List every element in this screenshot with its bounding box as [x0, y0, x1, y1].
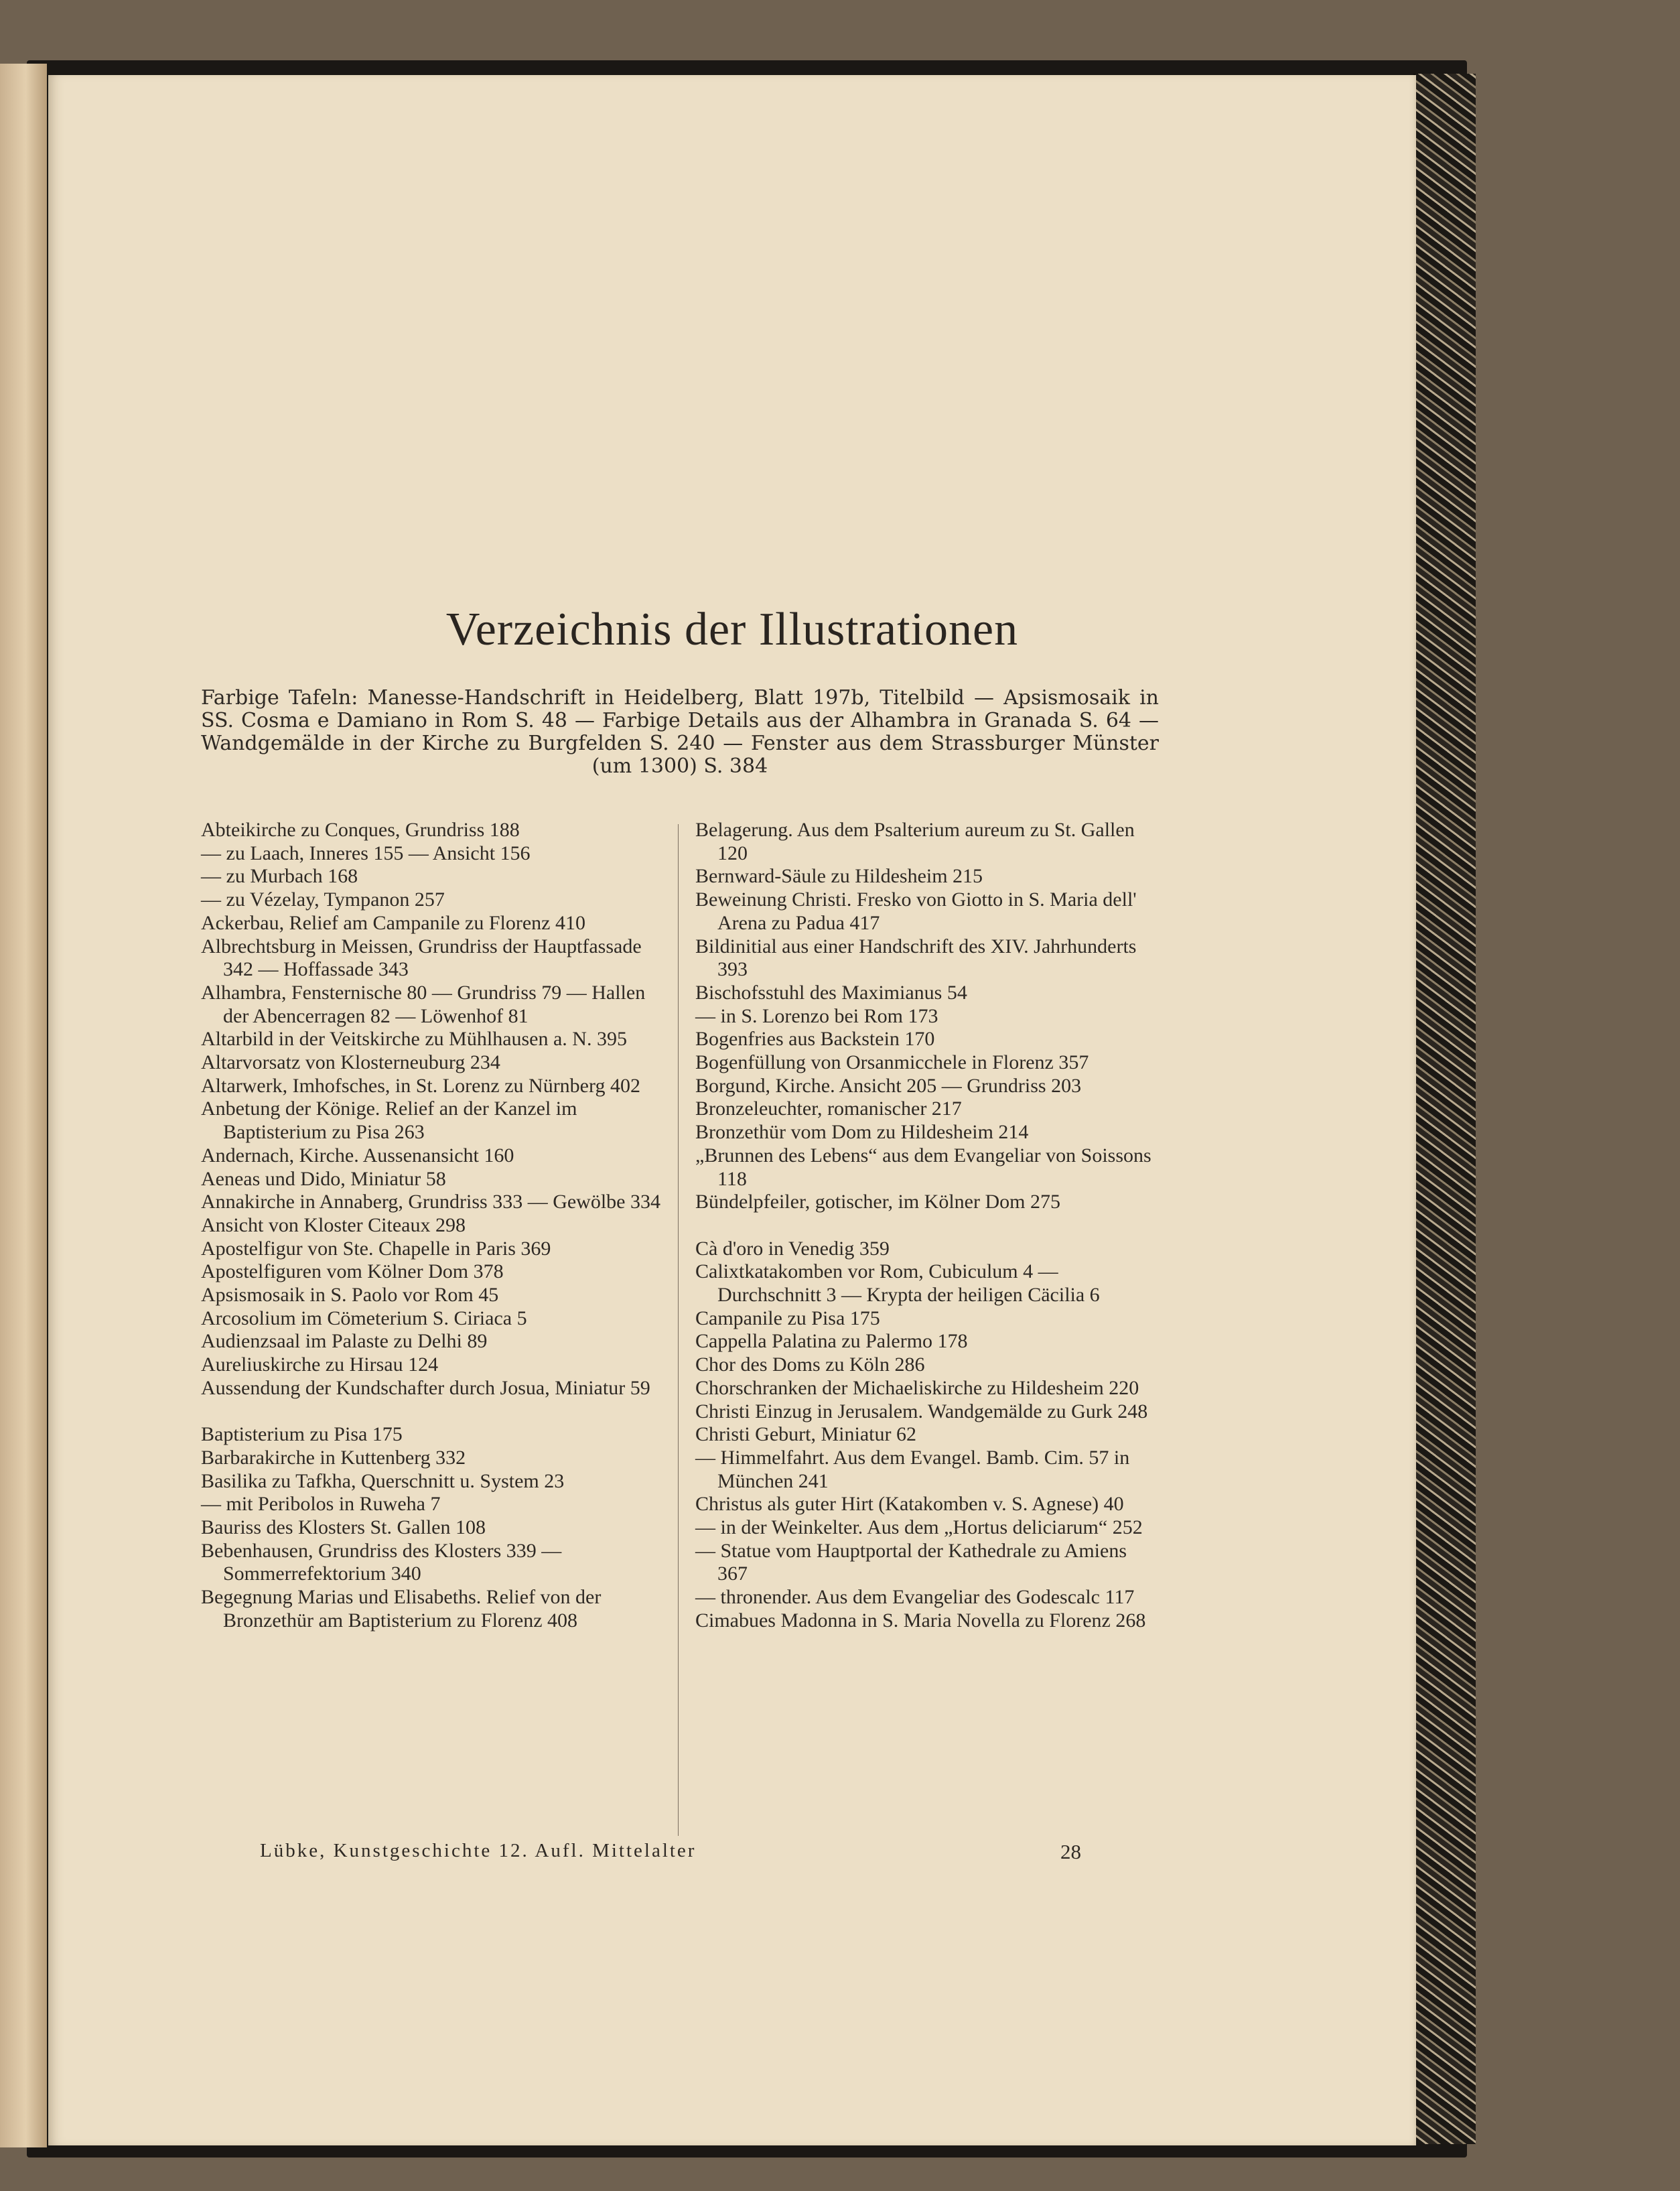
index-entry: Cà d'oro in Venedig 359 — [695, 1237, 890, 1260]
index-entry: Cimabues Madonna in S. Maria Novella zu Florenz 268 — [695, 1609, 1146, 1632]
index-entry: Abteikirche zu Conques, Grundriss 188 — [201, 819, 520, 841]
index-entry: — zu Laach, Inneres 155 — Ansicht 156 — [201, 842, 531, 864]
index-entry: Bauriss des Klosters St. Gallen 108 — [201, 1516, 486, 1539]
index-entry: Bischofsstuhl des Maximianus 54 — [695, 981, 967, 1004]
right-column — [695, 819, 1158, 1633]
index-entry: Andernach, Kirche. Aussenansicht 160 — [201, 1144, 514, 1167]
page-number: 28 — [1060, 1840, 1081, 1863]
left-page-edge — [0, 64, 47, 2147]
index-entry: Christi Einzug in Jerusalem. Wandgemälde zu Gurk 248 — [695, 1400, 1148, 1422]
index-entry: — zu Vézelay, Tympanon 257 — [201, 888, 445, 911]
index-entry: Belagerung. Aus dem Psalterium aureum zu St. Gallen 120 — [695, 819, 1135, 864]
index-entry: Audienzsaal im Palaste zu Delhi 89 — [201, 1330, 488, 1353]
index-entry: Basilika zu Tafkha, Querschnitt u. System 23 — [201, 1469, 565, 1492]
index-entry: Bronzethür vom Dom zu Hildesheim 214 — [695, 1121, 1029, 1144]
index-entry: Calixtkatakomben vor Rom, Cubiculum 4 — Durchschnitt 3 — Krypta der heiligen Cäcilia 6 — [695, 1260, 1100, 1307]
index-entry: Begegnung Marias und Elisabeths. Relief von der Bronzethür am Baptisterium zu Florenz 408 — [201, 1586, 602, 1632]
intro-paragraph: Farbige Tafeln: Manesse-Handschrift in Heidelberg, Blatt 197b, Titelbild — Apsismosaik in SS. Cosma e Damiano in Rom S. 48 — Farbige Details aus der Alhambra in Granada S. 64 — Wandgemälde in der Kirche zu Burgfelden S. 240 — Fenster aus dem Strassburger Münster (um 1300) S. 384 — [201, 686, 1159, 778]
index-entry: Bernward-Säule zu Hildesheim 215 — [695, 865, 983, 888]
marbled-edge — [1413, 74, 1476, 2144]
left-column — [201, 819, 663, 1633]
index-entry: — Statue vom Hauptportal der Kathedrale zu Amiens 367 — [695, 1539, 1127, 1585]
index-entry: Alhambra, Fensternische 80 — Grundriss 79 — Hallen der Abencerragen 82 — Löwenhof 81 — [201, 981, 646, 1027]
index-entry: Apsismosaik in S. Paolo vor Rom 45 — [201, 1284, 499, 1307]
index-entry: Borgund, Kirche. Ansicht 205 — Grundriss 203 — [695, 1074, 1082, 1097]
index-entry: — zu Murbach 168 — [201, 865, 358, 888]
index-entry: „Brunnen des Lebens“ aus dem Evangeliar von Soissons 118 — [695, 1144, 1151, 1190]
index-entry: Ackerbau, Relief am Campanile zu Florenz 410 — [201, 911, 585, 934]
index-entry: Albrechtsburg in Meissen, Grundriss der Hauptfassade 342 — Hoffassade 343 — [201, 935, 642, 981]
index-entry: Aussendung der Kundschafter durch Josua, Miniatur 59 — [201, 1376, 650, 1399]
index-entry: Christi Geburt, Miniatur 62 — [695, 1423, 916, 1446]
index-entry: Bogenfries aus Backstein 170 — [695, 1028, 935, 1051]
index-entry: Anbetung der Könige. Relief an der Kanzel im Baptisterium zu Pisa 263 — [201, 1098, 577, 1144]
column-divider — [678, 824, 679, 1836]
index-entry: Bronzeleuchter, romanischer 217 — [695, 1098, 962, 1120]
index-entry: Chor des Doms zu Köln 286 — [695, 1353, 925, 1376]
index-entry: Baptisterium zu Pisa 175 — [201, 1423, 403, 1446]
index-entry: Altarvorsatz von Klosterneuburg 234 — [201, 1051, 500, 1074]
page-title: Verzeichnis der Illustrationen — [445, 604, 1019, 655]
section-gap — [201, 1400, 663, 1424]
index-entry: Christus als guter Hirt (Katakomben v. S. Agnese) 40 — [695, 1493, 1124, 1516]
index-entry: Chorschranken der Michaeliskirche zu Hildesheim 220 — [695, 1376, 1139, 1399]
index-entry: Bebenhausen, Grundriss des Klosters 339 — Sommerrefektorium 340 — [201, 1539, 562, 1585]
index-entry: — mit Peribolos in Ruweha 7 — [201, 1493, 441, 1516]
index-entry: Bündelpfeiler, gotischer, im Kölner Dom 275 — [695, 1191, 1060, 1213]
index-entry: Ansicht von Kloster Citeaux 298 — [201, 1213, 466, 1236]
index-entry: Bogenfüllung von Orsanmicchele in Florenz 357 — [695, 1051, 1089, 1074]
index-entry: — thronender. Aus dem Evangeliar des Godescalc 117 — [695, 1586, 1135, 1609]
index-entry: — in S. Lorenzo bei Rom 173 — [695, 1004, 938, 1027]
index-entry: Altarbild in der Veitskirche zu Mühlhausen a. N. 395 — [201, 1028, 627, 1051]
index-entry: — Himmelfahrt. Aus dem Evangel. Bamb. Cim. 57 in München 241 — [695, 1446, 1130, 1492]
section-gap — [695, 1214, 1158, 1238]
index-entry: Apostelfiguren vom Kölner Dom 378 — [201, 1260, 504, 1283]
index-entry: Altarwerk, Imhofsches, in St. Lorenz zu Nürnberg 402 — [201, 1074, 640, 1097]
index-entry: Barbarakirche in Kuttenberg 332 — [201, 1446, 466, 1469]
index-entry: Aureliuskirche zu Hirsau 124 — [201, 1353, 439, 1376]
index-entry: — in der Weinkelter. Aus dem „Hortus deliciarum“ 252 — [695, 1516, 1143, 1539]
index-entry: Cappella Palatina zu Palermo 178 — [695, 1330, 968, 1353]
index-entry: Aeneas und Dido, Miniatur 58 — [201, 1167, 446, 1190]
index-entry: Campanile zu Pisa 175 — [695, 1307, 880, 1329]
footer-signature: Lübke, Kunstgeschichte 12. Aufl. Mittelalter — [260, 1840, 697, 1861]
index-entry: Annakirche in Annaberg, Grundriss 333 — Gewölbe 334 — [201, 1191, 660, 1213]
index-entry: Beweinung Christi. Fresko von Giotto in S. Maria dell' Arena zu Padua 417 — [695, 888, 1137, 934]
index-entry: Apostelfigur von Ste. Chapelle in Paris 369 — [201, 1237, 551, 1260]
index-entry: Arcosolium im Cömeterium S. Ciriaca 5 — [201, 1307, 527, 1329]
index-entry: Bildinitial aus einer Handschrift des XIV. Jahrhunderts 393 — [695, 935, 1137, 981]
